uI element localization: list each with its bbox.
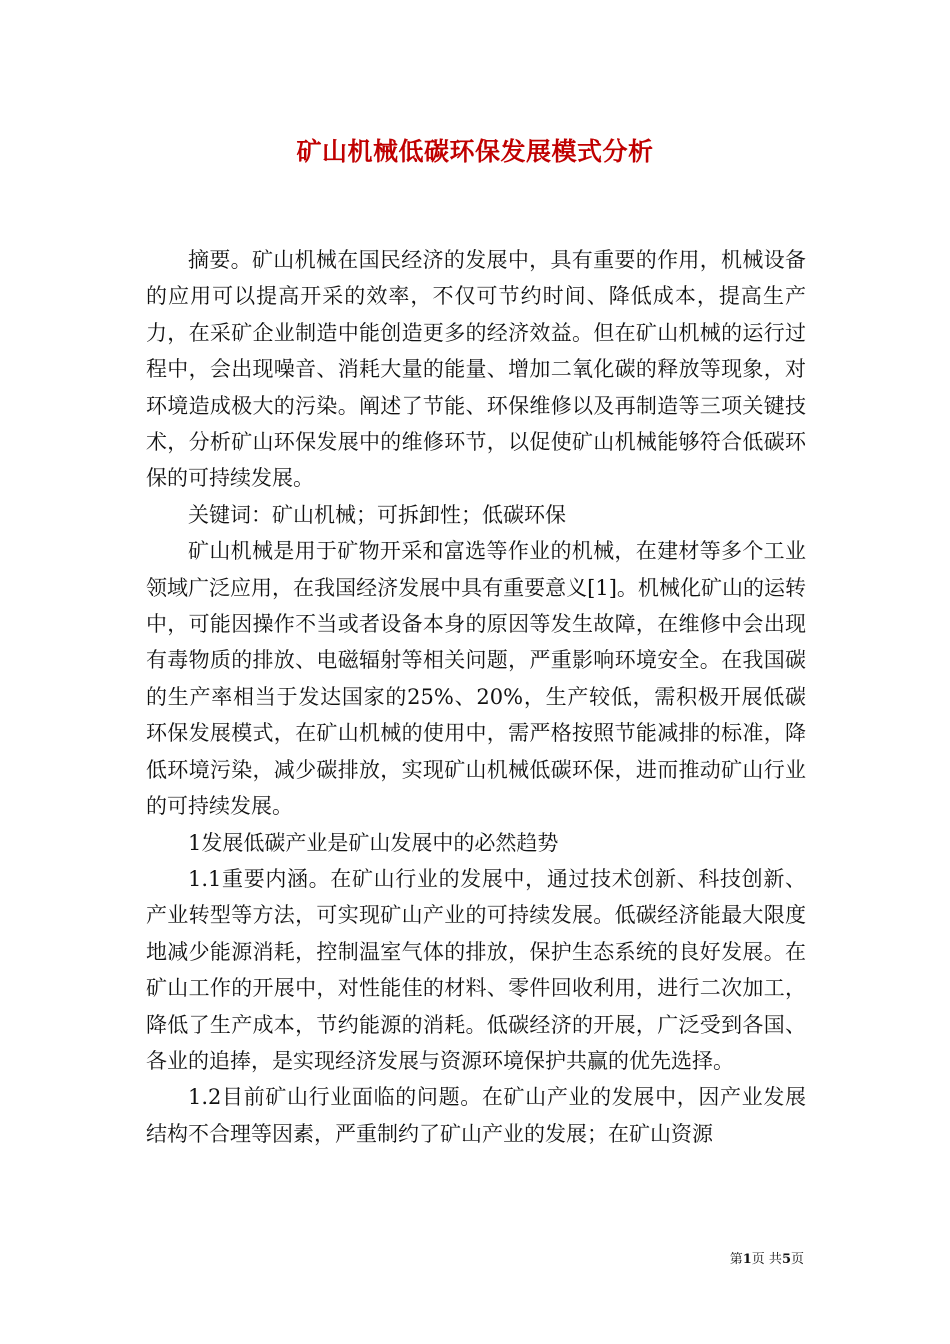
footer-prefix: 第 [729, 1252, 743, 1267]
footer-total-pages: 5 [781, 1252, 791, 1267]
footer-suffix: 页 [790, 1252, 804, 1267]
section-heading-1: 1发展低碳产业是矿山发展中的必然趋势 [188, 830, 559, 855]
document-body [146, 242, 806, 1152]
abstract-paragraph: 摘要。矿山机械在国民经济的发展中，具有重要的作用，机械设备的应用可以提高开采的效率，不仅可节约时间、降低成本，提高生产力，在采矿企业制造中能创造更多的经济效益。但在矿山机械的运行过程中，会出现噪音、消耗大量的能量、增加二氧化碳的释放等现象，对环境造成极大的污染。阐述了节能、环保维修以及再制造等三项关键技术，分析矿山环保发展中的维修环节，以促使矿山机械能够符合低碳环保的可持续发展。 [146, 248, 806, 491]
footer-current-page: 1 [742, 1252, 752, 1267]
intro-paragraph: 矿山机械是用于矿物开采和富选等作业的机械，在建材等多个工业领域广泛应用，在我国经济发展中具有重要意义[1]。机械化矿山的运转中，可能因操作不当或者设备本身的原因等发生故障，在维修中会出现有毒物质的排放、电磁辐射等相关问题，严重影响环境安全。在我国碳的生产率相当于发达国家的25%、20%，生产较低，需积极开展低碳环保发展模式，在矿山机械的使用中，需严格按照节能减排的标准，降低环境污染，减少碳排放，实现矿山机械低碳环保，进而推动矿山行业的可持续发展。 [146, 539, 806, 819]
keywords-paragraph: 关键词：矿山机械；可拆卸性；低碳环保 [188, 502, 566, 527]
document-title: 矿山机械低碳环保发展模式分析 [296, 137, 654, 166]
page-footer [730, 1248, 804, 1267]
section-1-2-paragraph: 1.2目前矿山行业面临的问题。在矿山产业的发展中，因产业发展结构不合理等因素，严重制约了矿山产业的发展；在矿山资源 [146, 1085, 806, 1146]
section-1-1-paragraph: 1.1重要内涵。在矿山行业的发展中，通过技术创新、科技创新、产业转型等方法，可实现矿山产业的可持续发展。低碳经济能最大限度地减少能源消耗，控制温室气体的排放，保护生态系统的良好发展。在矿山工作的开展中，对性能佳的材料、零件回收利用，进行二次加工，降低了生产成本，节约能源的消耗。低碳经济的开展，广泛受到各国、各业的追捧，是实现经济发展与资源环境保护共赢的优先选择。 [146, 866, 806, 1073]
footer-middle: 页 共 [751, 1252, 782, 1267]
